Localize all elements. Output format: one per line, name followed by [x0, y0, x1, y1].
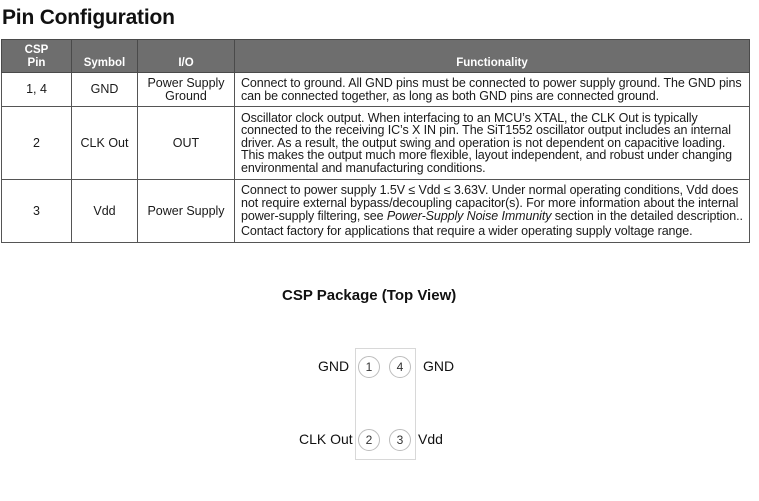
table-header-row: [2, 40, 750, 73]
func-line: not require external bypass/decoupling capacitor(s). For more information about the internal: [241, 195, 739, 210]
func-line: This makes the output much more flexible, layout independent, and robust under changing: [241, 148, 732, 163]
func-italic-reference: Power-Supply Noise Immunity: [386, 208, 552, 223]
cell-pin: 2: [2, 107, 72, 180]
pin-2-label: CLK Out: [299, 431, 353, 447]
cell-functionality: [235, 73, 750, 107]
pin-3-ball: 3: [389, 429, 411, 451]
cell-io: OUT: [138, 107, 235, 180]
table-row: [2, 107, 750, 180]
header-functionality: Functionality: [235, 40, 750, 73]
func-line: Connect to power supply 1.5V ≤ Vdd ≤ 3.63V. Under normal operating conditions, Vdd does: [241, 183, 739, 198]
pin-configuration-table: [1, 39, 750, 243]
func-line: Oscillator clock output. When interfacing to an MCU’s XTAL, the CLK Out is typically: [241, 110, 698, 125]
header-io: I/O: [138, 40, 235, 73]
cell-io: [138, 73, 235, 107]
cell-symbol: GND: [72, 73, 138, 107]
header-pin-label: Pin: [27, 57, 46, 69]
cell-io: Power Supply: [138, 180, 235, 243]
func-text: section in the detailed description..: [551, 208, 743, 223]
func-line: Connect to ground. All GND pins must be connected to power supply ground. The GND pins: [241, 75, 742, 90]
pin-1-label: GND: [318, 358, 350, 374]
func-text: power-supply filtering, see: [241, 208, 387, 223]
cell-functionality: [235, 180, 750, 243]
table-row: [2, 180, 750, 243]
io-line: Power Supply: [147, 75, 225, 90]
cell-pin: 3: [2, 180, 72, 243]
header-csp-label: CSP: [24, 44, 49, 56]
func-line: driver. As a result, the output swing and operation is not dependent on capacitive loading.: [241, 135, 726, 150]
header-symbol: Symbol: [72, 40, 138, 73]
func-line: [241, 210, 744, 223]
func-note: Contact factory for applications that require a wider operating supply voltage range.: [241, 224, 693, 239]
header-csp-pin: [2, 40, 72, 73]
pin-2-ball: 2: [358, 429, 380, 451]
table-row: [2, 73, 750, 107]
func-line: environmental and manufacturing conditions.: [241, 160, 486, 175]
pin-4-ball: 4: [389, 356, 411, 378]
io-line: Ground: [165, 88, 207, 103]
cell-pin: 1, 4: [2, 73, 72, 107]
func-line: connected to the receiving IC’s X IN pin. The SiT1552 oscillator output includes an internal: [241, 123, 731, 138]
pin-3-label: Vdd: [418, 431, 443, 447]
cell-functionality: [235, 107, 750, 180]
pin-4-label: GND: [423, 358, 455, 374]
pin-1-ball: 1: [358, 356, 380, 378]
package-title: CSP Package (Top View): [282, 287, 457, 304]
cell-symbol: CLK Out: [72, 107, 138, 180]
page-title: Pin Configuration: [2, 6, 175, 29]
cell-symbol: Vdd: [72, 180, 138, 243]
func-line: can be connected together, as long as both GND pins are connected ground.: [241, 88, 659, 103]
